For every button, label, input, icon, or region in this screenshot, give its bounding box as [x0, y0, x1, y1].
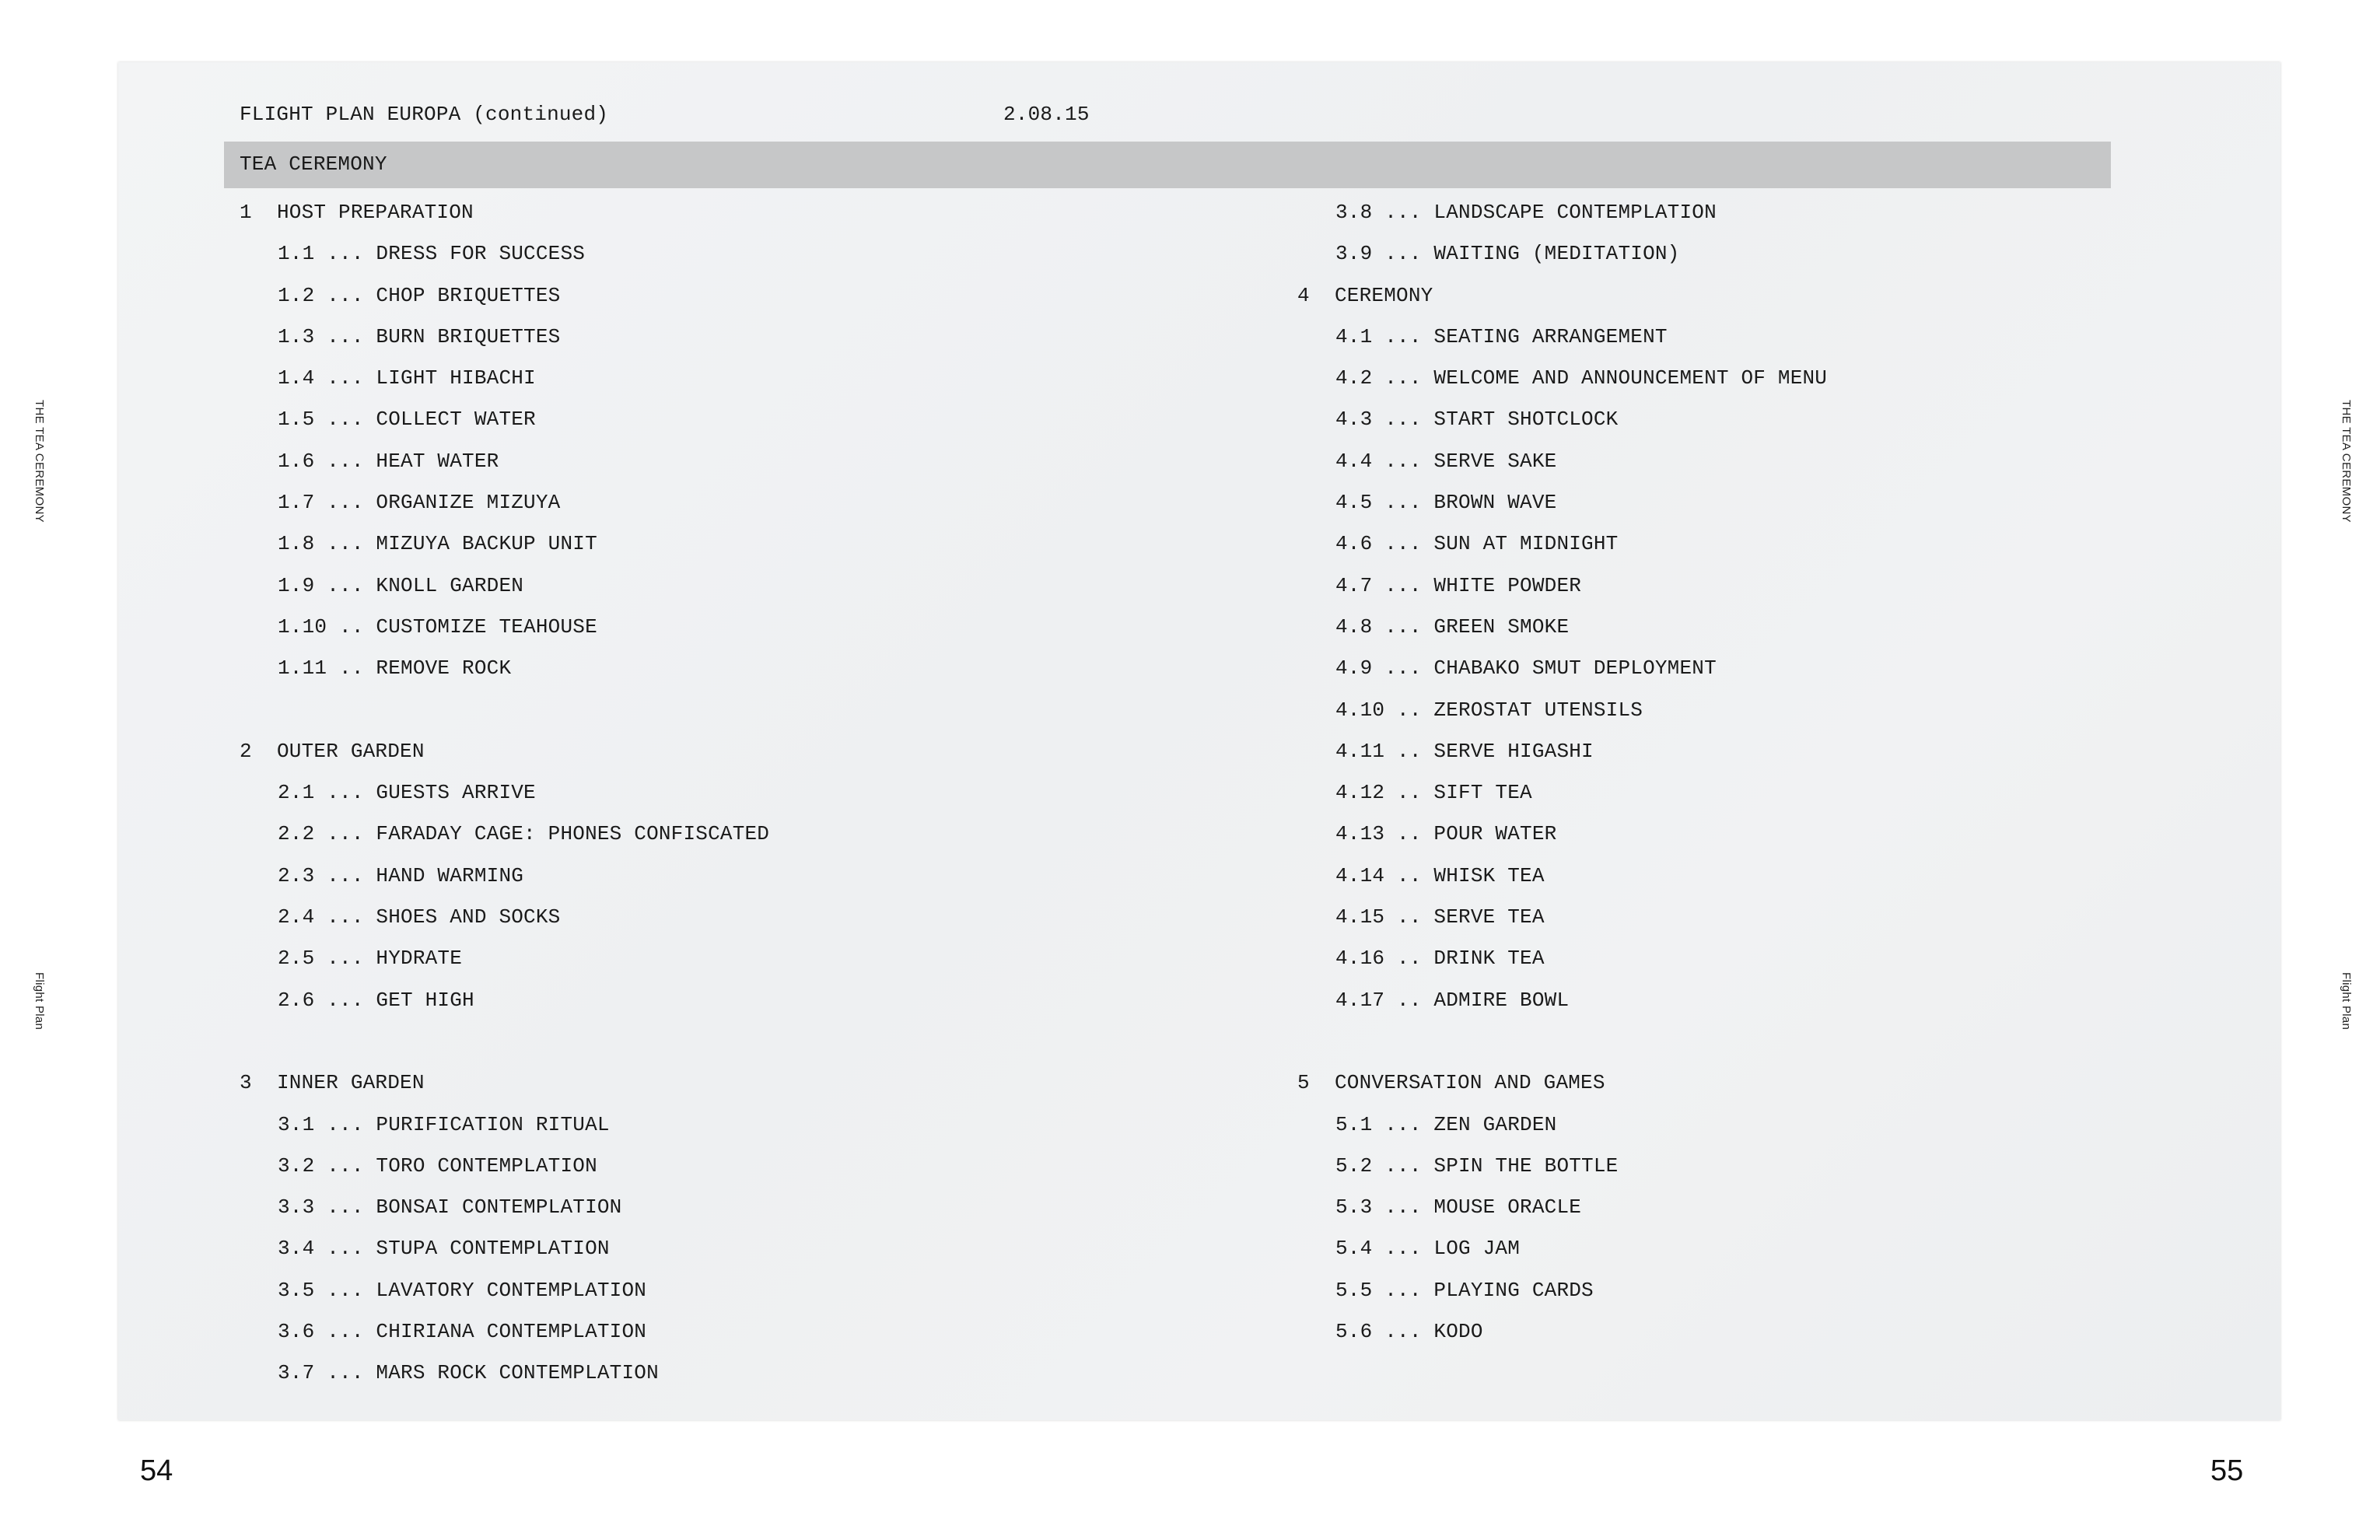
running-head-section-left: THE TEA CEREMONY — [33, 400, 46, 523]
section-title: INNER GARDEN — [277, 1071, 425, 1095]
outline-left-column — [240, 201, 769, 1403]
outline-item: 5.4 ... LOG JAM — [1335, 1237, 1521, 1261]
outline-item: 1.4 ... LIGHT HIBACHI — [278, 366, 536, 390]
outline-item: 4.14 .. WHISK TEA — [1335, 863, 1545, 887]
outline-item: 4.7 ... WHITE POWDER — [1335, 573, 1582, 597]
outline-item: 4.1 ... SEATING ARRANGEMENT — [1335, 324, 1668, 348]
document-date: 2.08.15 — [1003, 103, 1090, 126]
outline-item: 5.6 ... KODO — [1335, 1320, 1483, 1344]
outline-item: 4.6 ... SUN AT MIDNIGHT — [1335, 532, 1619, 556]
section-title: CEREMONY — [1335, 283, 1433, 307]
outline-item: 4.2 ... WELCOME AND ANNOUNCEMENT OF MENU — [1335, 366, 1828, 390]
outline-item: 1.7 ... ORGANIZE MIZUYA — [278, 491, 561, 515]
outline-item: 2.6 ... GET HIGH — [278, 988, 474, 1012]
outline-item: 4.4 ... SERVE SAKE — [1335, 449, 1557, 473]
outline-item: 4.3 ... START SHOTCLOCK — [1335, 408, 1619, 432]
outline-item: 4.12 .. SIFT TEA — [1335, 781, 1532, 805]
outline-item: 3.4 ... STUPA CONTEMPLATION — [278, 1237, 610, 1261]
outline-item: 3.5 ... LAVATORY CONTEMPLATION — [278, 1278, 647, 1302]
section-number: 2 — [240, 739, 252, 763]
running-head-chapter-right: Flight Plan — [2340, 972, 2353, 1031]
section-band — [224, 142, 2111, 188]
section-heading — [240, 1071, 769, 1112]
outline-item: 3.2 ... TORO CONTEMPLATION — [278, 1153, 597, 1178]
section-title: HOST PREPARATION — [277, 201, 474, 224]
section-number: 3 — [240, 1071, 252, 1095]
outline-item: 5.3 ... MOUSE ORACLE — [1335, 1195, 1582, 1220]
outline-item: 3.1 ... PURIFICATION RITUAL — [278, 1112, 610, 1136]
outline-item: 2.3 ... HAND WARMING — [278, 863, 524, 887]
outline-item: 1.3 ... BURN BRIQUETTES — [278, 324, 561, 348]
outline-item: 1.5 ... COLLECT WATER — [278, 408, 536, 432]
outline-item: 4.15 .. SERVE TEA — [1335, 905, 1545, 929]
spacer — [1297, 1030, 1827, 1071]
outline-item: 3.3 ... BONSAI CONTEMPLATION — [278, 1195, 622, 1220]
document-title: FLIGHT PLAN EUROPA (continued) — [240, 103, 609, 126]
page-number-left: 54 — [140, 1454, 173, 1487]
outline-item: 5.5 ... PLAYING CARDS — [1335, 1278, 1594, 1302]
running-head-chapter-left: Flight Plan — [33, 972, 46, 1031]
section-heading — [1297, 1071, 1827, 1112]
outline-item: 3.9 ... WAITING (MEDITATION) — [1335, 242, 1680, 266]
spacer — [240, 698, 769, 740]
page-number-right: 55 — [2210, 1454, 2244, 1487]
running-head-section-right: THE TEA CEREMONY — [2340, 400, 2353, 523]
outline-item: 2.4 ... SHOES AND SOCKS — [278, 905, 561, 929]
outline-item: 1.11 .. REMOVE ROCK — [278, 656, 512, 681]
outline-item: 5.2 ... SPIN THE BOTTLE — [1335, 1153, 1619, 1178]
outline-item: 4.5 ... BROWN WAVE — [1335, 491, 1557, 515]
outline-item: 1.2 ... CHOP BRIQUETTES — [278, 283, 561, 307]
outline-item: 4.16 .. DRINK TEA — [1335, 947, 1545, 971]
outline-item: 4.13 .. POUR WATER — [1335, 822, 1557, 846]
outline-item: 2.5 ... HYDRATE — [278, 947, 463, 971]
outline-item: 4.17 .. ADMIRE BOWL — [1335, 988, 1570, 1012]
outline-item: 1.9 ... KNOLL GARDEN — [278, 573, 524, 597]
outline-item: 1.10 .. CUSTOMIZE TEAHOUSE — [278, 614, 597, 639]
outline-item: 1.1 ... DRESS FOR SUCCESS — [278, 242, 586, 266]
outline-item: 4.9 ... CHABAKO SMUT DEPLOYMENT — [1335, 656, 1717, 681]
outline-item: 1.6 ... HEAT WATER — [278, 449, 499, 473]
spacer — [240, 1030, 769, 1071]
section-number: 5 — [1297, 1071, 1310, 1095]
section-number: 4 — [1297, 283, 1310, 307]
outline-item: 3.8 ... LANDSCAPE CONTEMPLATION — [1335, 201, 1717, 224]
outline-item: 3.7 ... MARS ROCK CONTEMPLATION — [278, 1361, 659, 1385]
section-band-label: TEA CEREMONY — [240, 152, 387, 176]
document-sheet — [118, 62, 2280, 1420]
outline-item: 2.2 ... FARADAY CAGE: PHONES CONFISCATED — [278, 822, 770, 846]
section-heading — [1297, 284, 1827, 325]
section-title: OUTER GARDEN — [277, 739, 425, 763]
section-number: 1 — [240, 201, 252, 224]
section-heading — [240, 201, 769, 242]
outline-right-column — [1297, 201, 1827, 1361]
outline-item: 1.8 ... MIZUYA BACKUP UNIT — [278, 532, 597, 556]
outline-item: 4.10 .. ZEROSTAT UTENSILS — [1335, 698, 1643, 722]
outline-item: 3.6 ... CHIRIANA CONTEMPLATION — [278, 1320, 647, 1344]
outline-item: 2.1 ... GUESTS ARRIVE — [278, 781, 536, 805]
outline-item: 5.1 ... ZEN GARDEN — [1335, 1112, 1557, 1136]
outline-item: 4.11 .. SERVE HIGASHI — [1335, 739, 1594, 763]
section-title: CONVERSATION AND GAMES — [1335, 1071, 1605, 1095]
outline-item: 4.8 ... GREEN SMOKE — [1335, 614, 1570, 639]
section-heading — [240, 740, 769, 781]
